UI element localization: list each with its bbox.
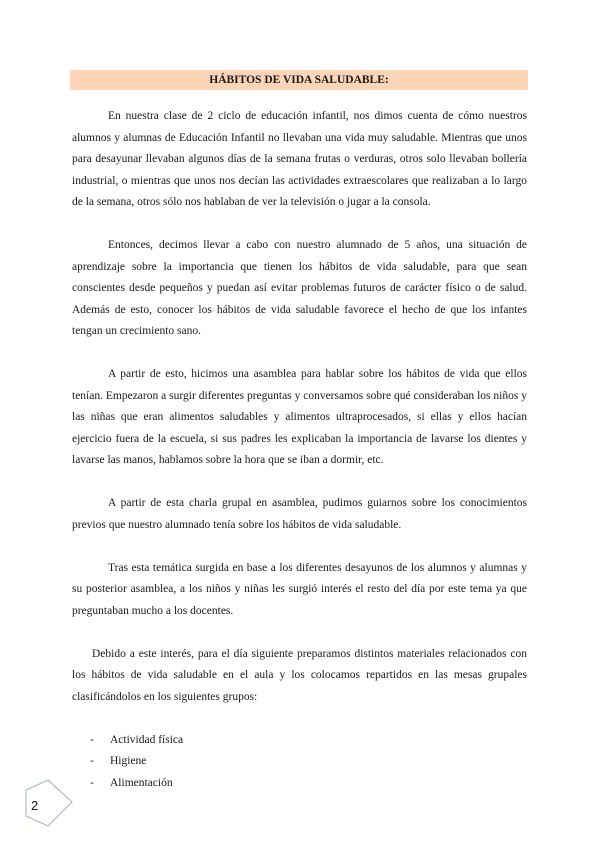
paragraph-3: A partir de esto, hicimos una asamblea para hablar sobre los hábitos de vida que ellos tenían. Empezaron a surgir diferentes preguntas y conversamos sobre qué consideraban los niños y las niñas que eran alimentos saludables y alimentos ultraprocesados, si ellas y ellos hacían ejercicio fuera de la escuela, si sus padres les explicaban la importancia de lavarse los dientes y lavarse las manos, hablamos sobre la hora que se iban a dormir, etc. [72,368,527,466]
list-item [72,730,527,752]
list-item-text: Alimentación [110,776,173,789]
list-item [72,751,527,773]
document-body [72,106,527,794]
paragraph-2: Entonces, decimos llevar a cabo con nuestro alumnado de 5 años, una situación de aprendizaje sobre la importancia que tienen los hábitos de vida saludable, para que sean conscientes desde pequeños y puedan así evitar problemas futuros de carácter físico o de salud. Además de esto, conocer los hábitos de vida saludable favorece el hecho de que los infantes tengan un crecimiento sano. [72,239,527,337]
paragraph-5: Tras esta temática surgida en base a los diferentes desayunos de los alumnos y alumnas y su posterior asamblea, a los niños y niñas les surgió interés el resto del día por este tema ya que preguntaban mucho a los docentes. [72,561,527,617]
list-dash: - [90,733,94,746]
group-list [72,730,527,795]
list-dash: - [90,776,94,789]
paragraph-6: Debido a este interés, para el día siguiente preparamos distintos materiales relacionados con los hábitos de vida saludable en el aula y los colocamos repartidos en las mesas grupales clasificándolos en los siguientes grupos: [72,647,527,703]
list-item-text: Higiene [110,755,147,767]
paragraph-4: A partir de esta charla grupal en asamblea, pudimos guiarnos sobre los conocimientos previos que nuestro alumnado tenía sobre los hábitos de vida saludable. [72,497,527,531]
list-item-text: Actividad física [110,733,184,746]
page-number: 2 [31,798,39,813]
paragraph-1: En nuestra clase de 2 ciclo de educación infantil, nos dimos cuenta de cómo nuestros alumnos y alumnas de Educación Infantil no llevaban una vida muy saludable. Mientras que unos para desayunar llevaban algunos días de la semana frutas o verduras, otros solo llevaban bollería industrial, o mientras que unos nos decían las actividades extraescolares que realizaban a lo largo de la semana, otros sólo nos hablaban de ver la televisión o jugar a la consola. [72,110,527,208]
list-dash: - [90,755,94,767]
list-item [72,773,527,795]
section-title-text: HÁBITOS DE VIDA SALUDABLE: [209,74,389,86]
section-title [70,70,528,90]
